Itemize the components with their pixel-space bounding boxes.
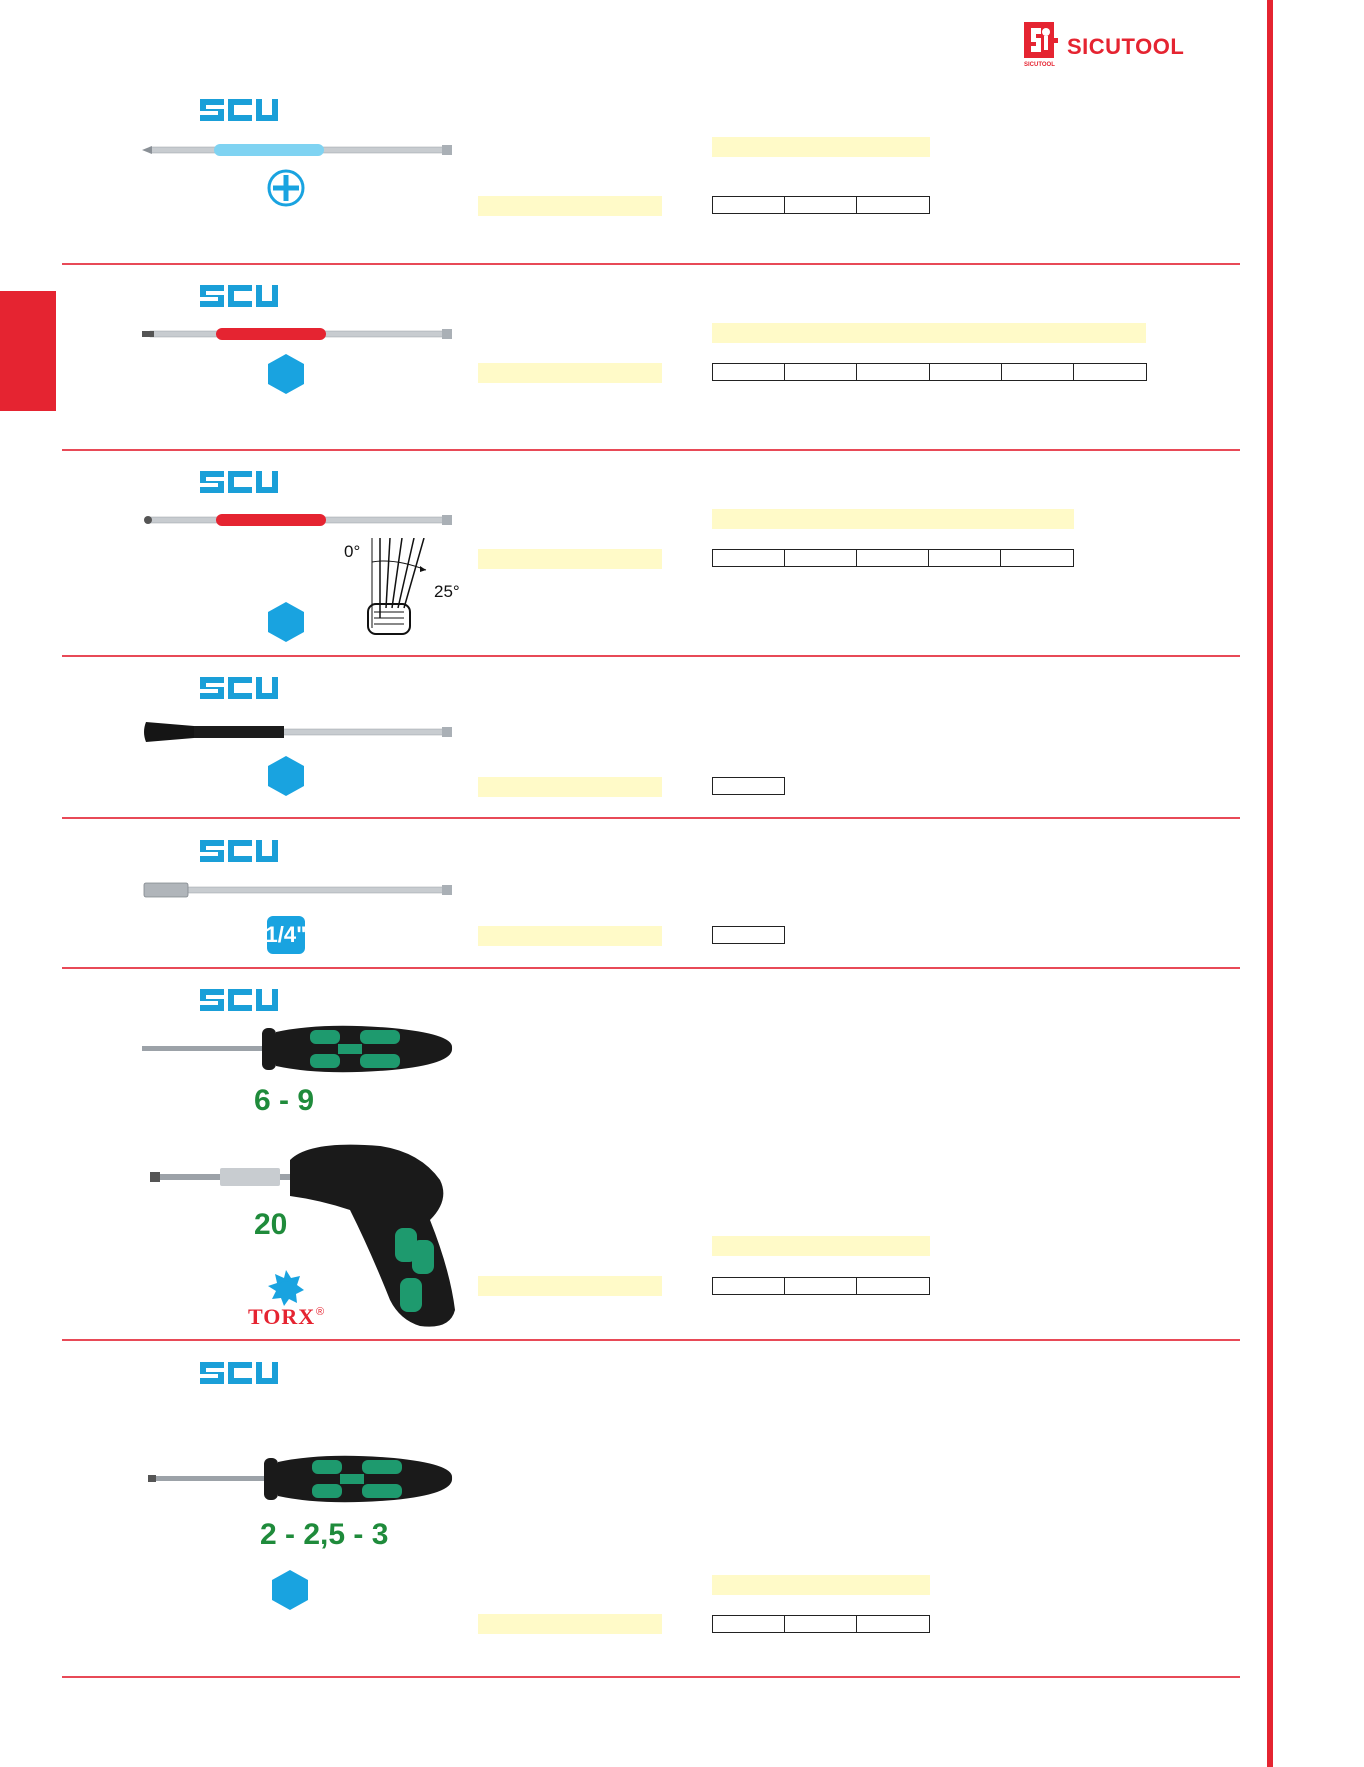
section-divider [62,449,1240,451]
section-divider [62,263,1240,265]
section-divider [62,1339,1240,1341]
phillips-blade-image [142,140,454,160]
code-bar [478,549,662,569]
spec-table [712,1615,930,1633]
scu-logo [200,1360,280,1386]
hex-handle-image [148,1448,454,1510]
code-bar [478,363,662,383]
spec-header-bar [712,509,1074,529]
adapter-blade-image [142,880,454,900]
spec-header-bar [712,1236,930,1256]
brand-name: SICUTOOL [1067,34,1185,59]
spec-table [712,363,1147,381]
right-brand-bar [1267,0,1273,1767]
size-range-label: 6 - 9 [254,1084,315,1117]
phillips-icon [266,168,306,208]
code-bar [478,196,662,216]
code-bar [478,1276,662,1296]
scu-logo [200,283,280,309]
spec-table [712,926,785,944]
code-bar [478,777,662,797]
hexagon-icon [267,756,305,796]
scu-logo [200,838,280,864]
section-tab [0,291,56,411]
size-label: 20 [254,1208,288,1241]
hexagon-icon [271,1570,309,1610]
angle-end-label: 25° [434,582,460,601]
section-divider [62,817,1240,819]
svg-text:SICUTOOL: SICUTOOL [1024,62,1055,68]
registered-mark-icon: ® [316,1306,325,1318]
section-divider [62,1676,1240,1678]
brand-logo-mark-icon [1022,20,1062,68]
hexagon-icon [267,602,305,642]
spec-header-bar [712,1575,930,1595]
hex-blade-image [142,324,454,344]
torx-handle-image [142,1018,454,1080]
quarter-inch-icon: 1/4" [267,916,305,954]
hex-long-blade-image [142,718,454,746]
spec-table [712,196,930,214]
hexagon-icon [267,354,305,394]
section-divider [62,655,1240,657]
spec-table [712,777,785,795]
hex-ball-blade-image [142,510,454,530]
scu-logo [200,97,280,123]
ball-end-angle-diagram [340,538,460,642]
scu-logo [200,469,280,495]
scu-logo [200,987,280,1013]
brand-logo [1022,20,1218,70]
spec-header-bar [712,137,930,157]
spec-table [712,1277,930,1295]
angle-start-label: 0° [344,542,361,561]
code-bar [478,926,662,946]
section-divider [62,967,1240,969]
code-bar [478,1614,662,1634]
spec-header-bar [712,323,1146,343]
torx-brand-label: TORX [248,1304,316,1329]
spec-table [712,549,1074,567]
size-range-label: 2 - 2,5 - 3 [260,1518,389,1551]
torx-star-icon [266,1268,306,1308]
scu-logo [200,675,280,701]
